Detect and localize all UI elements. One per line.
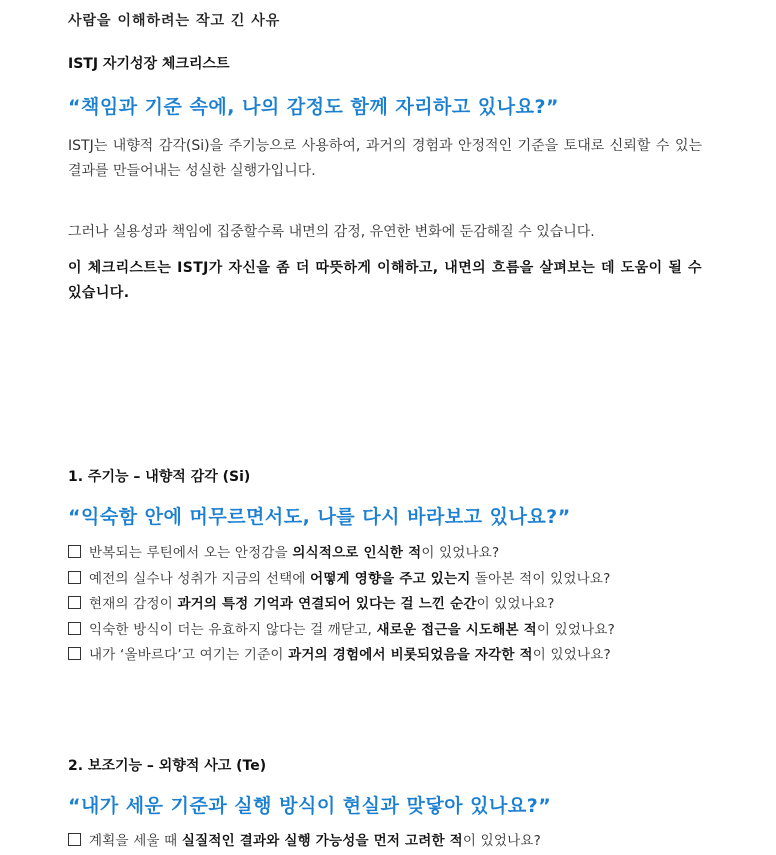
checkbox-icon[interactable] [68, 833, 81, 846]
checklist-item[interactable]: 반복되는 루틴에서 오는 안정감을 의식적으로 인식한 적이 있었나요? [68, 541, 615, 567]
checkbox-icon[interactable] [68, 545, 81, 558]
checkbox-icon[interactable] [68, 647, 81, 660]
checklist-item[interactable]: 익숙한 방식이 더는 유효하지 않다는 걸 깨닫고, 새로운 접근을 시도해본 적이 있었나요? [68, 618, 615, 644]
intro-paragraph-3: 이 체크리스트는 ISTJ가 자신을 좀 더 따뜻하게 이해하고, 내면의 흐름을 살펴보는 데 도움이 될 수 있습니다. [68, 260, 702, 301]
intro-paragraph-2: 그러나 실용성과 책임에 집중할수록 내면의 감정, 유연한 변화에 둔감해질 수 있습니다. [68, 224, 595, 240]
checklist-item[interactable]: 현재의 감정이 과거의 특정 기억과 연결되어 있다는 걸 느낀 순간이 있었나요? [68, 592, 615, 618]
intro-paragraph-1: ISTJ는 내향적 감각(Si)을 주기능으로 사용하여, 과거의 경험과 안정적인 기준을 토대로 신뢰할 수 있는 결과를 만들어내는 성실한 실행가입니다. [68, 138, 702, 179]
section-1-checklist [68, 541, 615, 669]
checkbox-icon[interactable] [68, 571, 81, 584]
section-1-quote: “익숙함 안에 머무르면서도, 나를 다시 바라보고 있나요?” [68, 506, 571, 528]
section-2-checklist [68, 829, 541, 855]
section-2-quote: “내가 세운 기준과 실행 방식이 현실과 맞닿아 있나요?” [68, 795, 552, 817]
checklist-item[interactable]: 계획을 세울 때 실질적인 결과와 실행 가능성을 먼저 고려한 적이 있었나요? [68, 829, 541, 855]
section-2-heading: 2. 보조기능 – 외향적 사고 (Te) [68, 758, 267, 774]
checkbox-icon[interactable] [68, 622, 81, 635]
section-1-heading: 1. 주기능 – 내향적 감각 (Si) [68, 469, 251, 485]
blog-title: 사람을 이해하려는 작고 긴 사유 [68, 13, 281, 29]
checkbox-icon[interactable] [68, 596, 81, 609]
checklist-item[interactable]: 예전의 실수나 성취가 지금의 선택에 어떻게 영향을 주고 있는지 돌아본 적이 있었나요? [68, 567, 615, 593]
document-title: ISTJ 자기성장 체크리스트 [68, 56, 230, 72]
main-quote: “책임과 기준 속에, 나의 감정도 함께 자리하고 있나요?” [68, 96, 559, 118]
checklist-item[interactable]: 내가 ‘올바르다’고 여기는 기준이 과거의 경험에서 비롯되었음을 자각한 적이 있었나요? [68, 643, 615, 669]
